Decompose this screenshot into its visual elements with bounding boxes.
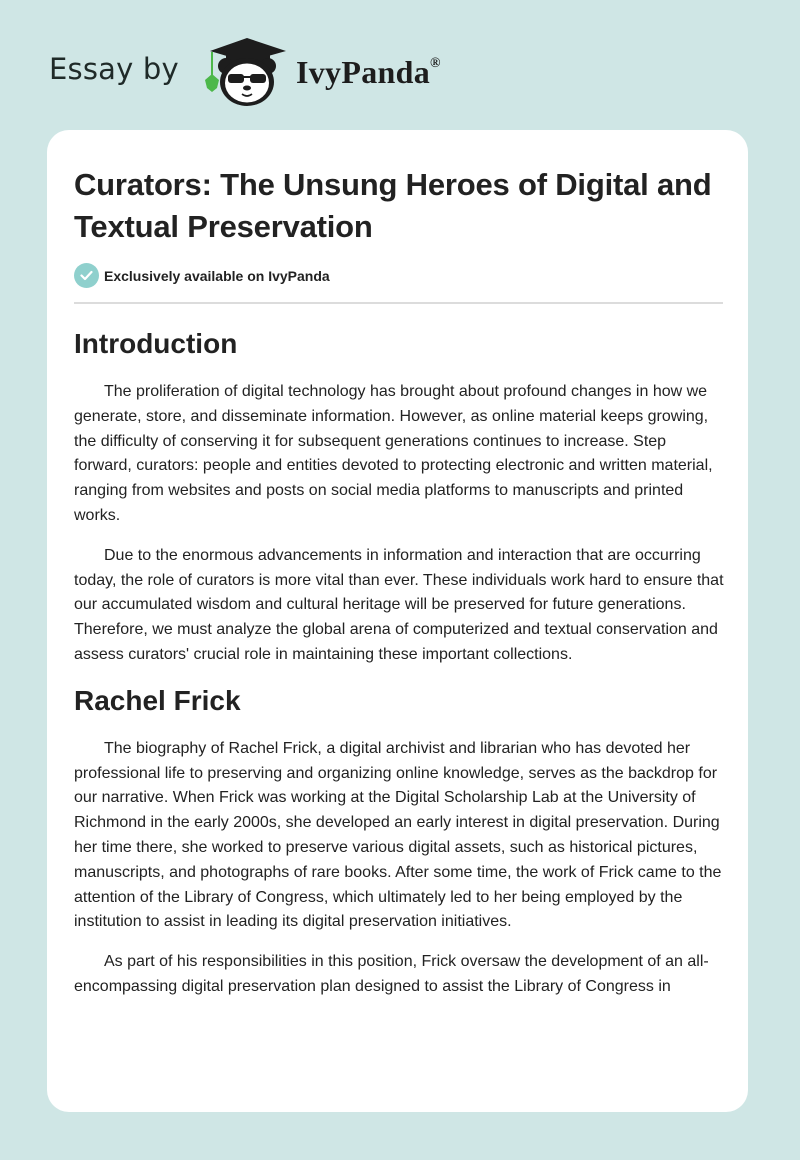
paragraph: As part of his responsibilities in this position, Frick oversaw the development of an all-encompassing digital preservation plan designed to assist the Library of Congress in: [74, 953, 709, 995]
page-title: Curators: The Unsung Heroes of Digital and Textual Preservation: [74, 167, 712, 244]
exclusive-badge: [74, 263, 330, 288]
paragraph: Due to the enormous advancements in information and interaction that are occurring today, the role of curators is more vital than ever. These individuals work hard to ensure that our accumulated wisdom and cultural heritage will be preserved for future generations. Therefore, we must analyze the global arena of computerized and textual conservation and assess curators' crucial role in maintaining these important collections.: [74, 546, 724, 663]
registered-mark: ®: [430, 56, 441, 71]
paragraph: The biography of Rachel Frick, a digital archivist and librarian who has devoted her professional life to preserving and organizing online knowledge, serves as the backdrop for our narrative. When Frick was working at the Digital Scholarship Lab at the University of Richmond in the early 2000s, she developed an early interest in digital preservation. During her time there, she worked to preserve various digital assets, such as historical pictures, manuscripts, and photographs of rare books. After some time, the work of Frick came to the attention of the Library of Congress, which ultimately led to her being employed by the institution to assist in leading its digital preservation initiatives.: [74, 739, 722, 931]
essay-body: [74, 326, 726, 1015]
site-header: [0, 0, 800, 130]
essay-card: [47, 130, 748, 1112]
section-heading: Rachel Frick: [74, 684, 241, 716]
essay-by-label: Essay by: [49, 52, 179, 86]
section-introduction: [74, 326, 726, 668]
section-heading: Introduction: [74, 328, 238, 359]
paragraph: The proliferation of digital technology has brought about profound changes in how we generate, store, and disseminate information. However, as online material keeps growing, the difficulty of conserving it for subsequent generations continues to increase. Step forward, curators: people and entities devoted to protecting electronic and written material, ranging from websites and posts on social media platforms to manuscripts and printed works.: [74, 383, 713, 524]
panda-graduate-icon[interactable]: [202, 36, 292, 108]
badge-label: Exclusively available on IvyPanda: [104, 267, 330, 284]
section-rachel-frick: [74, 683, 726, 1000]
check-circle-icon: [74, 263, 99, 288]
brand-text: IvyPanda: [296, 54, 430, 90]
divider: [74, 302, 723, 304]
brand-name[interactable]: [296, 54, 441, 91]
